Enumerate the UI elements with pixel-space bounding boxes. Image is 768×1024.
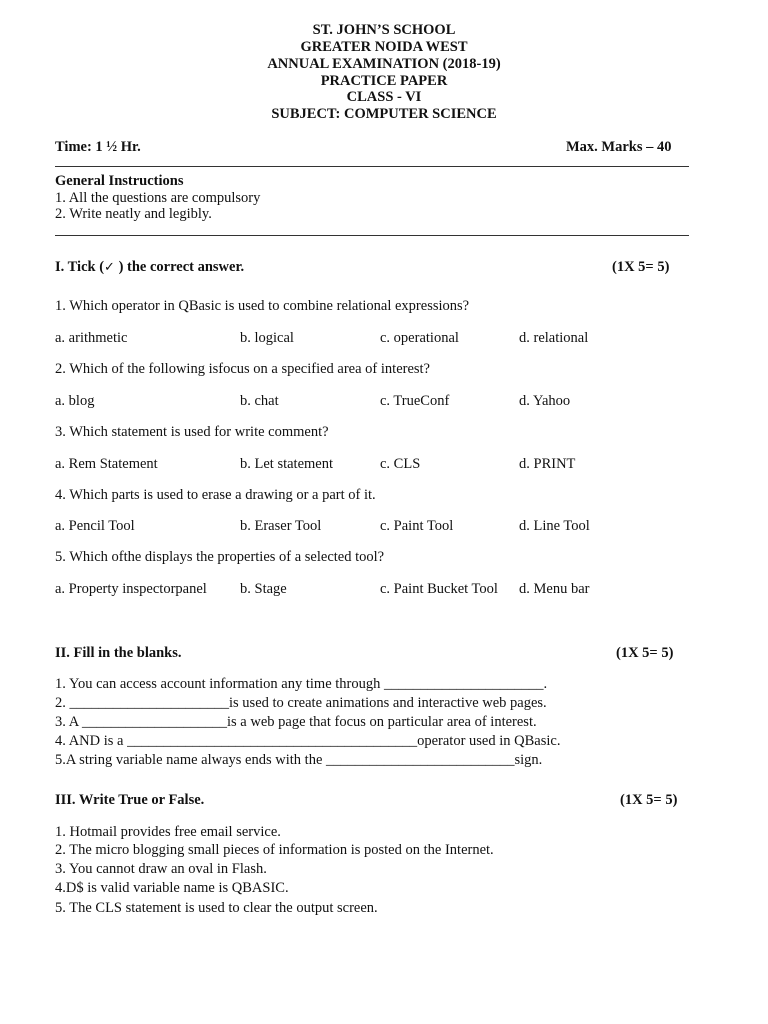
true-false-item: 2. The micro blogging small pieces of information is posted on the Internet. xyxy=(55,842,494,858)
option-b: b. Stage xyxy=(240,581,287,597)
divider xyxy=(55,166,689,167)
option-a: a. Pencil Tool xyxy=(55,518,135,534)
blank-item: 5.A string variable name always ends with the __________________________sign. xyxy=(55,752,543,768)
blank-item: 3. A ____________________is a web page that focus on particular area of interest. xyxy=(55,714,537,730)
blank-item: 1. You can access account information any time through ______________________. xyxy=(55,676,548,692)
paper-title: PRACTICE PAPER xyxy=(320,73,448,89)
divider xyxy=(55,235,689,236)
section-3-marks: (1X 5= 5) xyxy=(620,792,678,808)
blank-item: 4. AND is a ________________________________________operator used in QBasic. xyxy=(55,733,561,749)
question-5: 5. Which ofthe displays the properties of a selected tool? xyxy=(55,549,385,565)
section-2-title: II. Fill in the blanks. xyxy=(55,645,182,661)
true-false-item: 5. The CLS statement is used to clear the output screen. xyxy=(55,900,378,916)
question-2: 2. Which of the following isfocus on a specified area of interest? xyxy=(55,361,430,377)
option-d: d. Menu bar xyxy=(519,581,590,597)
exam-time: Time: 1 ½ Hr. xyxy=(55,139,141,155)
tick-mark-icon: ✓ xyxy=(104,260,115,275)
option-c: c. Paint Tool xyxy=(380,518,454,534)
section-1-title xyxy=(55,259,244,276)
option-c: c. Paint Bucket Tool xyxy=(380,581,498,597)
option-b: b. Eraser Tool xyxy=(240,518,322,534)
option-c: c. operational xyxy=(380,330,459,346)
option-d: d. Yahoo xyxy=(519,393,571,409)
school-location: GREATER NOIDA WEST xyxy=(300,39,468,55)
option-d: d. relational xyxy=(519,330,589,346)
option-a: a. arithmetic xyxy=(55,330,128,346)
true-false-item: 4.D$ is valid variable name is QBASIC. xyxy=(55,880,289,896)
school-name: ST. JOHN’S SCHOOL xyxy=(312,22,456,38)
max-marks: Max. Marks – 40 xyxy=(566,139,672,155)
option-b: b. chat xyxy=(240,393,279,409)
section-3-title: III. Write True or False. xyxy=(55,792,205,808)
true-false-item: 1. Hotmail provides free email service. xyxy=(55,824,281,840)
option-a: a. Rem Statement xyxy=(55,456,158,472)
exam-title: ANNUAL EXAMINATION (2018-19) xyxy=(267,56,501,72)
instructions-title: General Instructions xyxy=(55,173,184,189)
option-a: a. Property inspectorpanel xyxy=(55,581,207,597)
section-1-title-end: ) the correct answer. xyxy=(114,259,245,275)
option-c: c. TrueConf xyxy=(380,393,450,409)
section-2-marks: (1X 5= 5) xyxy=(616,645,674,661)
blank-item: 2. ______________________is used to create animations and interactive web pages. xyxy=(55,695,547,711)
subject-title: SUBJECT: COMPUTER SCIENCE xyxy=(271,106,497,122)
section-1-marks: (1X 5= 5) xyxy=(612,259,670,275)
class-title: CLASS - VI xyxy=(346,89,422,105)
question-1: 1. Which operator in QBasic is used to combine relational expressions? xyxy=(55,298,470,314)
option-a: a. blog xyxy=(55,393,95,409)
option-c: c. CLS xyxy=(380,456,421,472)
option-b: b. Let statement xyxy=(240,456,334,472)
section-1-title-start: I. Tick ( xyxy=(55,259,105,275)
option-b: b. logical xyxy=(240,330,294,346)
option-d: d. Line Tool xyxy=(519,518,590,534)
option-d: d. PRINT xyxy=(519,456,576,472)
question-3: 3. Which statement is used for write comment? xyxy=(55,424,329,440)
true-false-item: 3. You cannot draw an oval in Flash. xyxy=(55,861,267,877)
question-4: 4. Which parts is used to erase a drawing or a part of it. xyxy=(55,487,376,503)
instruction-item: 2. Write neatly and legibly. xyxy=(55,206,212,222)
instruction-item: 1. All the questions are compulsory xyxy=(55,190,261,206)
